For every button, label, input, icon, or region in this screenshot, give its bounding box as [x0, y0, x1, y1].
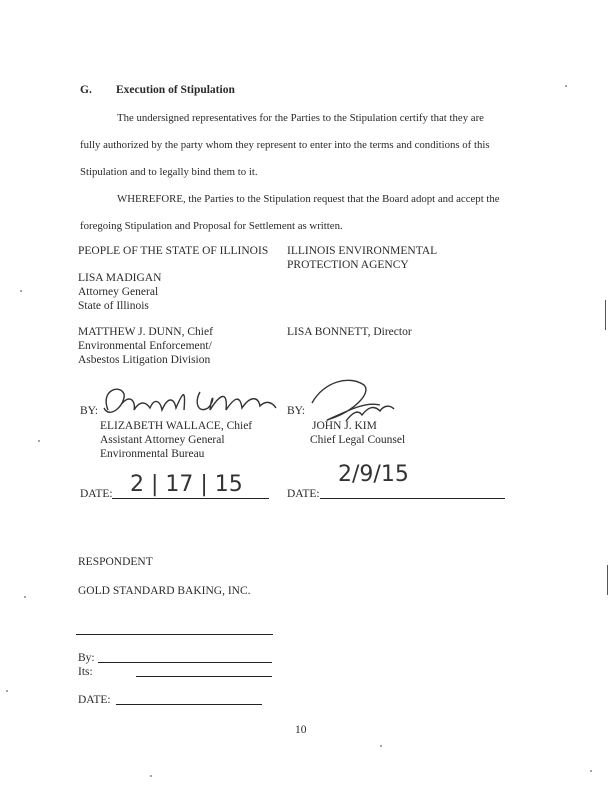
left-by-label: BY:	[80, 405, 99, 417]
right-party-name-line-1: ILLINOIS ENVIRONMENTAL	[287, 245, 438, 257]
respondent-name: GOLD STANDARD BAKING, INC.	[78, 585, 251, 597]
paragraph-2-line-2: foregoing Stipulation and Proposal for Settlement as written.	[80, 220, 343, 232]
right-by-title: Chief Legal Counsel	[310, 434, 406, 446]
scan-speck	[24, 596, 26, 598]
paragraph-1-line-2: fully authorized by the party whom they represent to enter into the terms and conditions of this	[80, 139, 490, 151]
scan-edge-mark	[607, 565, 608, 595]
left-date-label: DATE:	[80, 488, 113, 500]
left-division-line-1: MATTHEW J. DUNN, Chief	[78, 326, 213, 338]
scan-speck	[6, 690, 8, 692]
left-by-name: ELIZABETH WALLACE, Chief	[100, 420, 253, 432]
left-by-title-2: Environmental Bureau	[100, 448, 205, 460]
page-number: 10	[295, 724, 307, 736]
right-by-label: BY:	[287, 405, 306, 417]
right-date-value: 2/9/15	[338, 462, 409, 487]
scan-speck	[380, 745, 382, 747]
scan-speck	[20, 290, 22, 292]
left-signer-name: LISA MADIGAN	[78, 272, 162, 284]
respondent-by-label: By:	[78, 652, 95, 664]
left-party-name: PEOPLE OF THE STATE OF ILLINOIS	[78, 245, 269, 257]
right-date-line	[320, 498, 505, 499]
left-date-value: 2 | 17 | 15	[130, 472, 243, 497]
scan-speck	[38, 440, 40, 442]
left-signer-title: Attorney General	[78, 286, 159, 298]
respondent-its-line	[136, 676, 272, 677]
left-date-line	[112, 498, 269, 499]
paragraph-1-line-1: The undersigned representatives for the Parties to the Stipulation certify that they are	[117, 112, 484, 124]
right-date-label: DATE:	[287, 488, 320, 500]
respondent-label: RESPONDENT	[78, 556, 153, 568]
section-letter: G.	[80, 84, 92, 96]
right-director: LISA BONNETT, Director	[287, 326, 412, 338]
left-division-line-2: Environmental Enforcement/	[78, 340, 212, 352]
right-party-name-line-2: PROTECTION AGENCY	[287, 259, 409, 271]
left-division-line-3: Asbestos Litigation Division	[78, 354, 211, 366]
right-by-name: JOHN J. KIM	[312, 420, 377, 432]
respondent-signature-line	[76, 634, 273, 635]
respondent-its-label: Its:	[78, 666, 93, 678]
respondent-date-label: DATE:	[78, 694, 111, 706]
respondent-by-line	[98, 662, 272, 663]
paragraph-1-line-3: Stipulation and to legally bind them to it.	[80, 166, 258, 178]
left-by-title-1: Assistant Attorney General	[100, 434, 225, 446]
section-heading: Execution of Stipulation	[116, 84, 235, 96]
paragraph-2-line-1: WHEREFORE, the Parties to the Stipulation request that the Board adopt and accept the	[117, 193, 500, 205]
scan-speck	[150, 775, 152, 777]
scan-speck	[590, 770, 592, 772]
scan-edge-mark	[605, 300, 606, 330]
respondent-date-line	[116, 704, 262, 705]
scan-speck	[565, 85, 567, 87]
left-signer-org: State of Illinois	[78, 300, 149, 312]
